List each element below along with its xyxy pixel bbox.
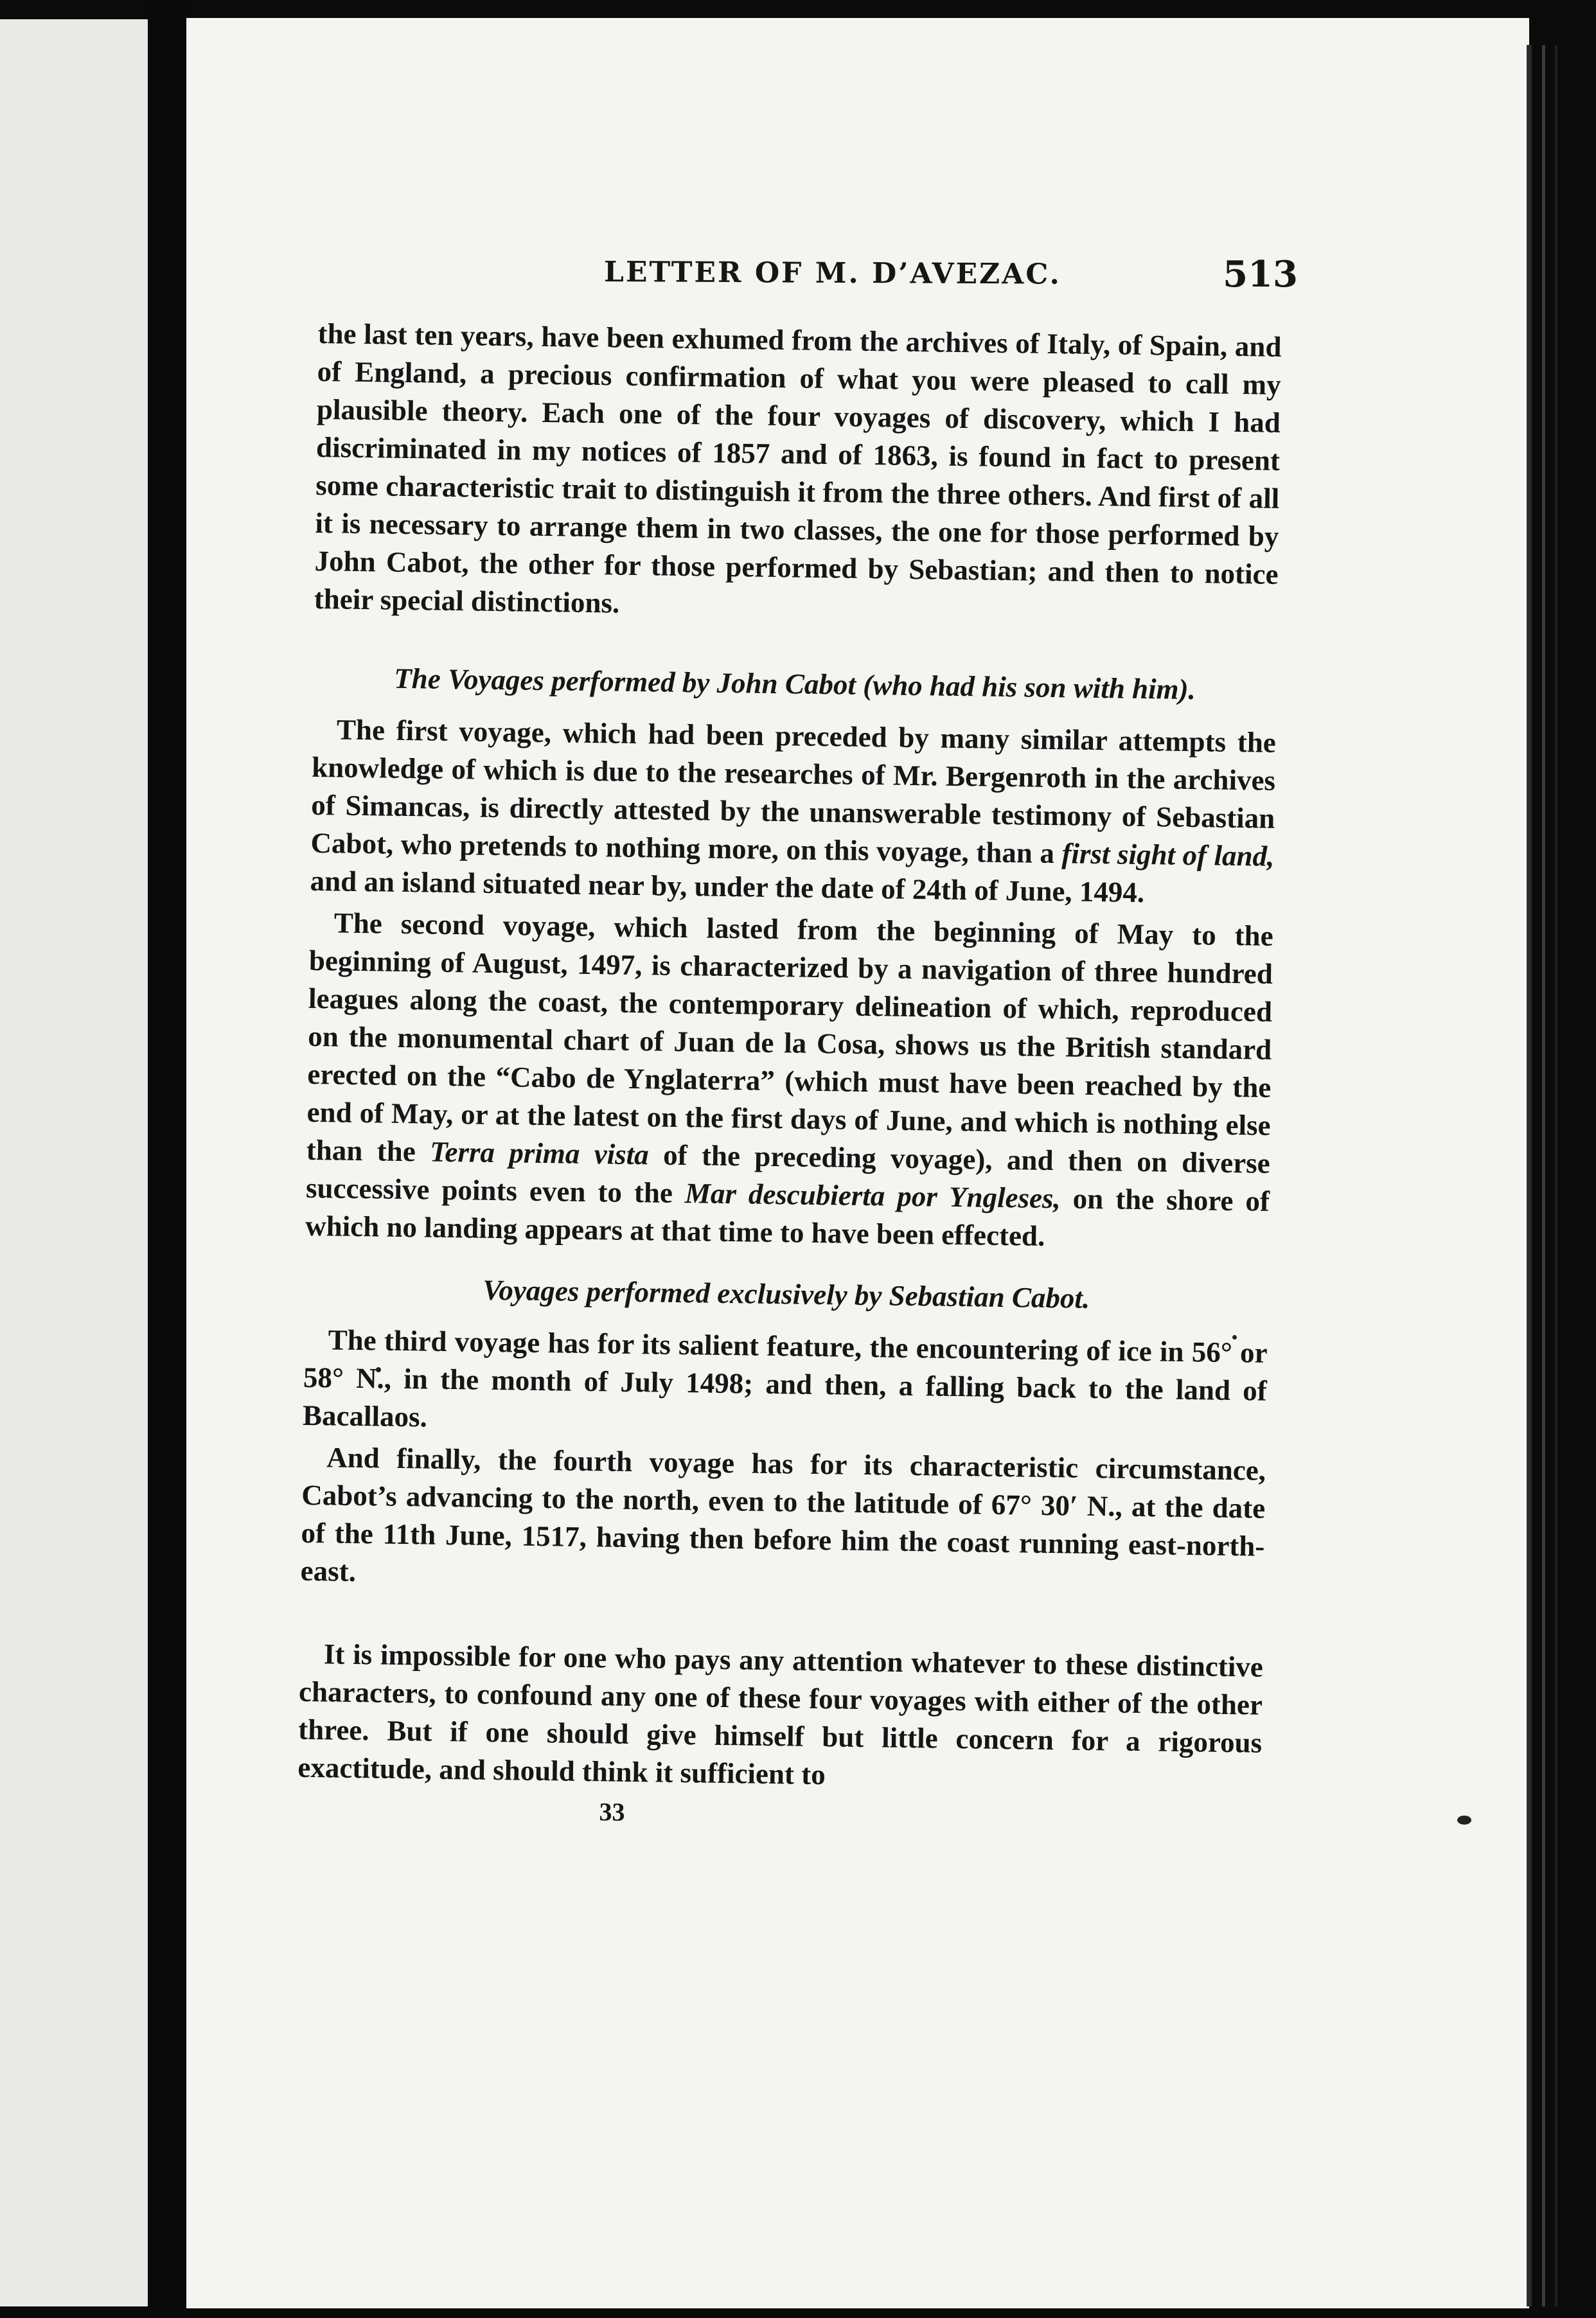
paragraph-first-voyage <box>310 711 1276 914</box>
previous-page-edge <box>0 19 148 2306</box>
paragraph-continuation: the last ten years, have been exhumed from the archives of Italy, of Spain, and of England, a precious confirmation of what you were pleased to call my plausible theory. Each one of the four voyages of discovery, which I had discriminated in my notices of 1857 and of 1863, is found in fact to present some characteristic trait to distinguish it from the three others. And first of all it is necessary to arrange them in two classes, the one for those performed by John Cabot, the other for those performed by Sebastian; and then to notice their special distinctions. <box>314 317 1282 619</box>
section-heading-john-cabot: The Voyages performed by John Cabot (who had his son with him). <box>393 662 1196 706</box>
page-stack-edge <box>1542 45 1545 2306</box>
page-stack-edge <box>1555 45 1557 2306</box>
paragraph-fourth-voyage: And finally, the fourth voyage has for its characteristic circumstance, Cabot’s advancing to the north, even to the latitude of 67° 30′ N., at the date of the 11th June, 1517, having then before him the coast running east-north-east. <box>300 1441 1266 1588</box>
section-heading-sebastian-cabot: Voyages performed exclusively by Sebastian Cabot. <box>483 1273 1090 1314</box>
page-stack-edge <box>1527 45 1532 2306</box>
page-header <box>603 253 1298 301</box>
paragraph-text: The first voyage, which had been preceded by many similar attempts the knowledge of which is due to the researches of Mr. Bergenroth in the archives of Simancas, is directly attested by the unanswerable testimony of Sebastian Cabot, who pretends to nothing more, on this voyage, than a <box>310 713 1277 870</box>
italic-phrase: Mar descubierta por Yngleses, <box>684 1177 1061 1215</box>
page-number: 513 <box>1223 253 1298 296</box>
paragraph-text: The second voyage, which lasted from the beginning of May to the beginning of August, 1497, is characterized by a navigation of three hundred leagues along the coast, the contemporary delineation of which, reproduced on the monumental chart of Juan de la Cosa, shows us the British standard erected on the “Cabo de Ynglaterra” (which must have been reached by the end of May, or at the latest on the first days of June, and which is nothing else than the <box>306 907 1273 1168</box>
paragraph-conclusion: It is impossible for one who pays any attention whatever to these distinctive characters, to confound any one of these four voyages with either of the other three. But if one should give himself but little concern for a rigorous exactitude, and should think it sufficient to <box>297 1638 1264 1791</box>
italic-phrase: first sight of land, <box>1061 837 1275 872</box>
paragraph-text: of the preceding voyage), and then on diverse successive points even to the <box>305 1138 1271 1210</box>
italic-phrase: Terra prima vista <box>429 1135 650 1171</box>
binding-gutter <box>148 0 186 2318</box>
paragraph-text: on the shore of which no landing appears at that time to have been effected. <box>305 1182 1270 1252</box>
ink-speck <box>1457 1816 1471 1825</box>
body-text <box>297 315 1282 1837</box>
signature-mark: 33 <box>599 1797 625 1827</box>
paragraph-text: and an island situated near by, under the date of 24th of June, 1494. <box>310 864 1145 909</box>
paragraph-second-voyage <box>305 904 1273 1259</box>
running-head: LETTER OF M. D’AVEZAC. <box>603 256 1062 291</box>
paragraph-third-voyage: The third voyage has for its salient feature, the encountering of ice in 56° or 58° N., in the month of July 1498; and then, a falling back to the land of Bacallaos. <box>302 1323 1268 1433</box>
